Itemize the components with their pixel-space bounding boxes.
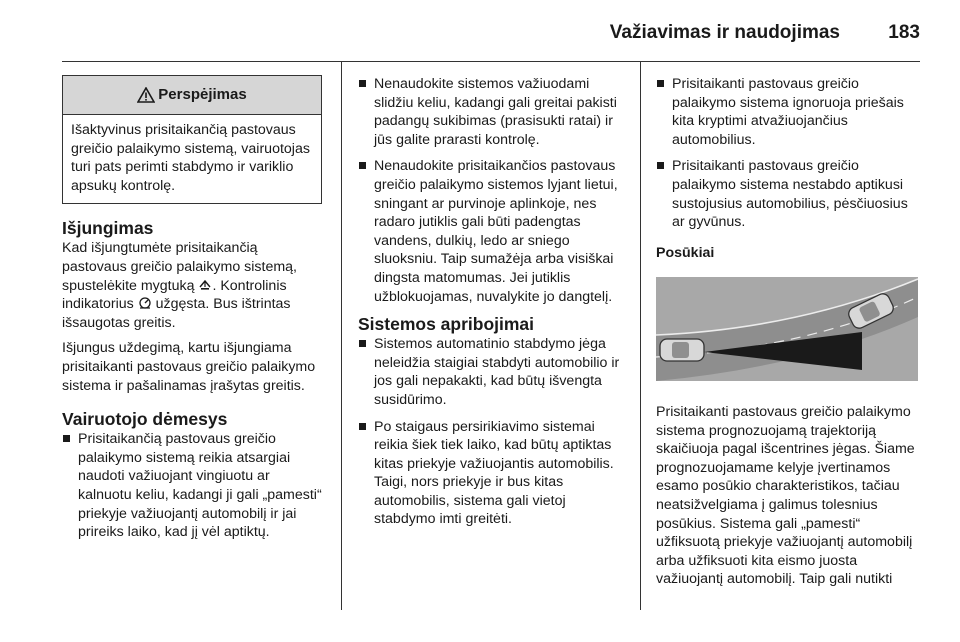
- cruise-indicator-icon: [138, 296, 152, 309]
- bullet-list: [62, 430, 324, 542]
- list-item: Prisitaikančią pastovaus greičio palaikymo sistemą reikia atsargiai naudoti važiuojant vingiuotu ar kalnuotu keliu, kadangi ji gali „pamesti“ priekyje važiuojantį automobilį ir jai prireiks laiko, kad jį vėl aptiktų.: [62, 430, 324, 542]
- bullet-list: [358, 75, 624, 306]
- column-1: [62, 75, 324, 550]
- cruise-control-button-icon: [198, 278, 212, 291]
- column-divider-2: [640, 62, 641, 610]
- list-item: Prisitaikanti pastovaus greičio palaikymo sistema nestabdo aptikusi sustojusius automobilius, pėsčiuosius ar gyvūnus.: [656, 157, 922, 231]
- list-item: Sistemos automatinio stabdymo jėga neleidžia staigiai stabdyti automobilio ir jos gali nepakakti, kad būtų išvengta susidūrimo.: [358, 335, 624, 409]
- warning-header: [63, 76, 321, 115]
- text-fragment: užgęsta. Bus ištrintas išsaugotas greitis.: [62, 296, 291, 331]
- text-fragment: . Kontrolinis indikatorius: [62, 277, 287, 313]
- list-item: Nenaudokite sistemos važiuodami slidžiu keliu, kadangi gali greitai pakisti padangų sukibimas (prasisukti ratai) ir jūs galite prarasti kontrolę.: [358, 75, 624, 149]
- warning-triangle-icon: [137, 87, 155, 103]
- warning-title: Perspėjimas: [158, 85, 247, 103]
- list-item: Nenaudokite prisitaikančios pastovaus greičio palaikymo sistemos lyjant lietui, sningant ar purvinoje aplinkoje, nes radaro jutiklis gali būti padengtas vandens, dulkių, ledo ar sniego sluoksniu. Taip sumažėja arba visiškai dingsta matomumas. Jei jutiklis užblokuojamas, nuvalykite jo dangtelį.: [358, 157, 624, 306]
- column-3: [656, 75, 922, 596]
- paragraph-isjungimas-2: Išjungus uždegimą, kartu išjungiama prisitaikanti pastovaus greičio palaikymo sistema ir pašalinamas įrašytas greitis.: [62, 340, 316, 394]
- bullet-list: [358, 335, 624, 529]
- section-title-sistemos-apribojimai: Sistemos apribojimai: [358, 314, 535, 335]
- running-header-title: Važiavimas ir naudojimas: [609, 22, 840, 43]
- subheading-posukiai: Posūkiai: [656, 244, 715, 261]
- list-item: Prisitaikanti pastovaus greičio palaikymo sistema ignoruoja priešais kita kryptimi atvažiuojančius automobilius.: [656, 75, 922, 149]
- curve-illustration: [656, 277, 918, 381]
- car-icon: [660, 339, 704, 361]
- header-rule: [62, 61, 920, 62]
- warning-text: Išaktyvinus prisitaikančią pastovaus greičio palaikymo sistemą, vairuotojas turi pats perimti stabdymo ir variklio apsukų kontrolę.: [71, 122, 310, 194]
- page-number: 183: [888, 22, 920, 43]
- bullet-list: [656, 75, 922, 232]
- paragraph-isjungimas-1: [62, 239, 324, 332]
- text-fragment: Kad išjungtumėte prisitaikančią pastovaus greičio palaikymo sistemą, spustelėkite mygtuką: [62, 240, 297, 294]
- section-title-vairuotojo-demesys: Vairuotojo dėmesys: [62, 409, 228, 430]
- list-item: Po staigaus persirikiavimo sistemai reikia šiek tiek laiko, kad būtų aptiktas kitas priekyje važiuojantis automobilis. Taigi, nors priekyje ir bus kitas automobilis, sistema gali vietoj stabdymo imti greitėti.: [358, 418, 624, 530]
- section-title-isjungimas: Išjungimas: [62, 218, 154, 239]
- warning-box: [62, 75, 322, 204]
- paragraph-posukiai: Prisitaikanti pastovaus greičio palaikymo sistema prognozuojamą trajektoriją skaičiuoja pagal išcentrines jėgas. Šiame prognozuojamame kelyje įvertinamos esamo posūkio charakteristikos, tačiau neatsižvelgiama į galimus tolesnius posūkius. Sistema gali „pamesti“ užfiksuotą priekyje važiuojantį automobilį arba užfiksuoti kita eismo juosta važiuojantį automobilį. Taip gali nutikti: [656, 403, 915, 588]
- column-divider-1: [341, 62, 342, 610]
- column-2: [358, 75, 624, 537]
